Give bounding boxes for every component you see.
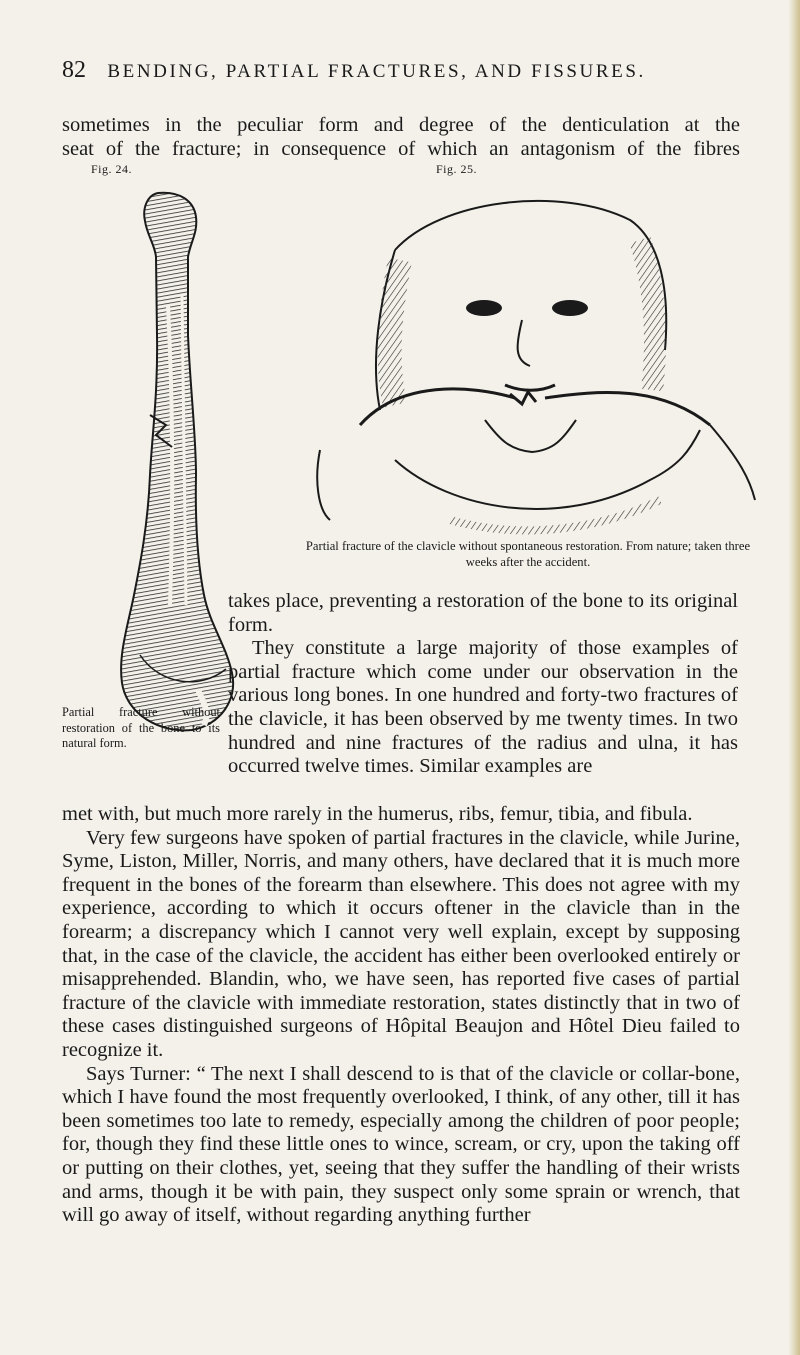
fig25-clavicle-illustration [300, 180, 770, 540]
running-title: BENDING, PARTIAL FRACTURES, AND FISSURES. [107, 61, 646, 82]
body-paragraph-3: Says Turner: “ The next I shall descend to is that of the clavicle or collar-bone, which I have found the most frequently overlooked, I think, of any other, till it has been sometimes too late to remedy, especially among the children of poor people; for, though they find these little ones to wince, scream, or cry, upon the taking off or putting on their clothes, yet, seeing that they suffer the handling of their wrists and arms, though it be with pain, they suspect only some sprain or wrench, that will go away of itself, without regarding anything further [62, 1062, 740, 1227]
fig24-caption [62, 705, 220, 752]
fig25-caption: Partial fracture of the clavicle without spontaneous restoration. From nature; taken three weeks after the accident. [305, 539, 751, 569]
intro-line-1: sometimes in the peculiar form and degree of the denticulation at the [62, 114, 740, 136]
narrow-paragraph-second: They constitute a large majority of those examples of partial fracture which come under our observation in the various long bones. In one hundred and forty-two fractures of the clavicle, it has been observed by me twenty times. In two hundred and nine fractures of the radius and ulna, it has occurred twelve times. Similar examples are [228, 637, 738, 778]
page-edge [788, 0, 800, 1355]
fig24-label: Fig. 24. [91, 162, 133, 176]
running-header [62, 57, 752, 84]
fig24-caption-text: Partial fracture without restoration of the bone to its natural form. [62, 705, 220, 750]
narrow-paragraph [228, 590, 738, 779]
fig25-label: Fig. 25. [436, 162, 478, 176]
narrow-paragraph-first: takes place, preventing a restoration of the bone to its original form. [228, 590, 738, 636]
body-text [62, 803, 740, 1228]
page-number: 82 [62, 57, 86, 83]
intro-text [62, 114, 740, 161]
body-paragraph-2: Very few surgeons have spoken of partial fractures in the clavicle, while Jurine, Syme, Liston, Miller, Norris, and many others, have declared that it is much more frequent in the bones of the forearm than elsewhere. This does not agree with my experience, according to which it occurs oftener in the clavicle than in the forearm; a discrepancy which I cannot very well explain, except by supposing that, in the case of the clavicle, the accident has either been overlooked entirely or misapprehended. Blandin, who, we have seen, has reported five cases of partial fracture of the clavicle with immediate restoration, states distinctly that in two of these cases distinguished surgeons of Hôpital Beaujon and Hôtel Dieu failed to recognize it. [62, 826, 740, 1061]
intro-line-2: seat of the fracture; in consequence of which an antagonism of the fibres [62, 137, 740, 160]
body-paragraph-1: met with, but much more rarely in the humerus, ribs, femur, tibia, and fibula. [62, 803, 693, 825]
